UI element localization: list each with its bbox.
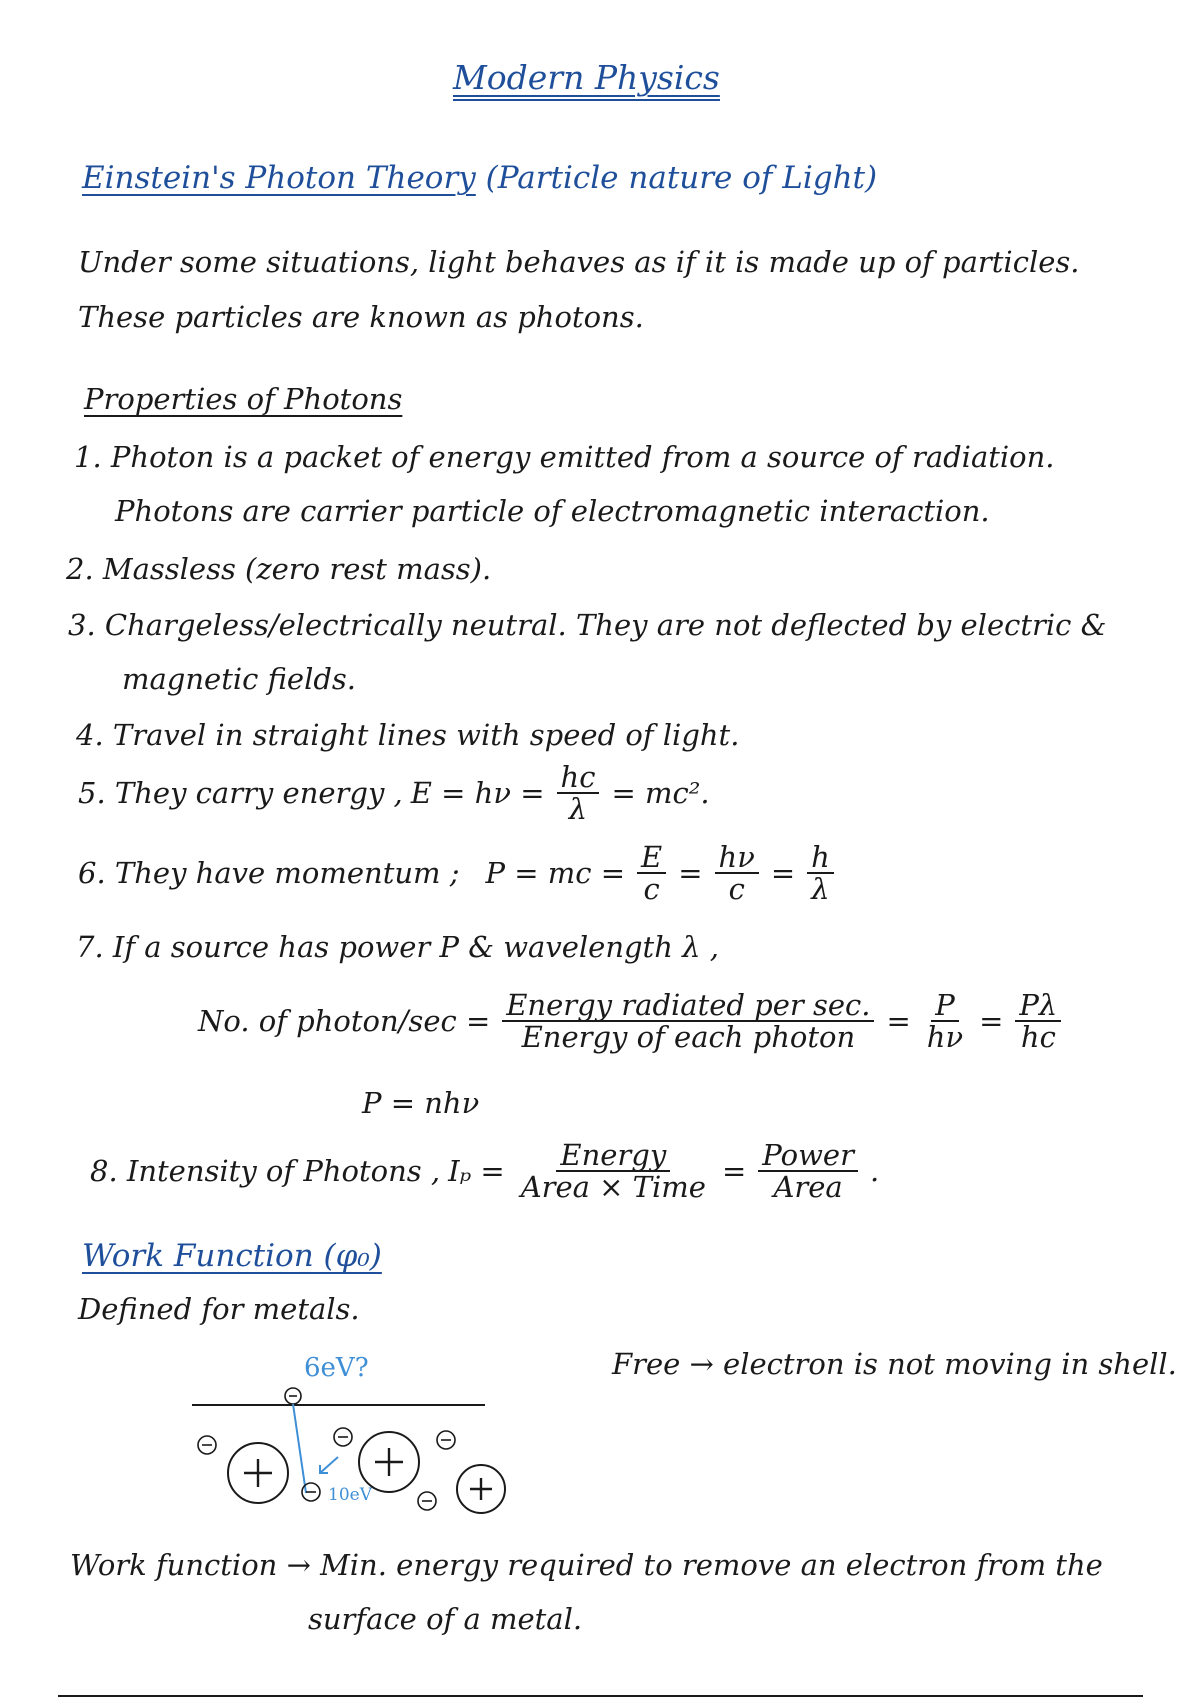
property-7-line-1: 7. If a source has power P & wavelength λ , (76, 930, 719, 964)
property-1-line-1: 1. Photon is a packet of energy emitted from a source of radiation. (74, 440, 1055, 474)
intensity-fraction-2-numerator: Power (758, 1140, 858, 1172)
equals-sign: = (721, 1154, 747, 1189)
property-5 (78, 762, 710, 825)
equals-sign: = (770, 856, 796, 891)
positive-ion-2 (359, 1432, 419, 1492)
intensity-fraction-1 (517, 1140, 710, 1203)
momentum-fraction-1 (637, 842, 666, 905)
property-3-line-2: magnetic fields. (122, 662, 357, 696)
photon-rate-equation (198, 990, 1065, 1053)
property-4: 4. Travel in straight lines with speed of light. (76, 718, 740, 752)
electron-3 (437, 1431, 455, 1449)
positive-ion-1 (228, 1443, 288, 1503)
photon-rate-fraction-1 (502, 990, 874, 1053)
property-3-line-1: 3. Chargeless/electrically neutral. They are not deflected by electric & (68, 608, 1107, 642)
properties-heading: Properties of Photons (84, 382, 403, 416)
property-2: 2. Massless (zero rest mass). (66, 552, 492, 586)
energy-fraction (557, 762, 600, 825)
photon-rate-fraction-3 (1015, 990, 1061, 1053)
work-function-heading: Work Function (φ₀) (82, 1238, 382, 1274)
positive-ion-3 (457, 1465, 505, 1513)
intensity-lhs: Iₚ = (448, 1154, 505, 1189)
bottom-rule (58, 1695, 1143, 1697)
photon-rate-lhs: No. of photon/sec = (198, 1004, 491, 1039)
energy-equation-rhs: = mc². (611, 776, 710, 811)
power-equation: P = nhν (362, 1086, 480, 1120)
intensity-fraction-2 (758, 1140, 858, 1203)
momentum-fraction-2-denominator: c (728, 872, 745, 907)
page-title: Modern Physics (453, 58, 720, 101)
momentum-fraction-1-denominator: c (643, 872, 660, 907)
photon-rate-fraction-2-denominator: hν (926, 1020, 964, 1055)
momentum-fraction-1-numerator: E (637, 842, 666, 874)
momentum-fraction-2 (715, 842, 759, 905)
photon-rate-fraction-1-numerator: Energy radiated per sec. (502, 990, 874, 1022)
momentum-fraction-3-numerator: h (807, 842, 834, 874)
equals-sign: = (886, 1004, 911, 1039)
photon-rate-fraction-1-denominator: Energy of each photon (521, 1020, 856, 1055)
photon-theory-title: Einstein's Photon Theory (82, 160, 476, 196)
momentum-fraction-3 (807, 842, 834, 905)
work-function-definition-line-2: surface of a metal. (308, 1602, 583, 1636)
electron-5 (418, 1492, 436, 1510)
property-6-text: 6. They have momentum ; (78, 856, 460, 891)
work-function-defined: Defined for metals. (78, 1292, 360, 1326)
energy-fraction-numerator: hc (557, 762, 600, 794)
property-5-text: 5. They carry energy , (78, 776, 403, 811)
work-function-definition-line-1: Work function → Min. energy required to remove an electron from the (70, 1548, 1103, 1582)
property-8 (90, 1140, 879, 1203)
energy-arrow (320, 1457, 338, 1473)
photon-rate-fraction-3-numerator: Pλ (1015, 990, 1061, 1022)
free-electron-note: Free → electron is not moving in shell. (612, 1347, 1177, 1381)
electron-path-line (293, 1404, 306, 1493)
energy-label-inner: 10eV (328, 1485, 372, 1505)
property-1-line-2: Photons are carrier particle of electromagnetic interaction. (115, 494, 990, 528)
photon-theory-note: (Particle nature of Light) (485, 160, 878, 196)
photon-rate-fraction-3-denominator: hc (1020, 1020, 1056, 1055)
property-6 (78, 842, 838, 905)
intensity-fraction-2-denominator: Area (773, 1170, 843, 1205)
momentum-fraction-3-denominator: λ (811, 872, 830, 907)
equals-sign: = (979, 1004, 1004, 1039)
electron-2 (334, 1428, 352, 1446)
intro-line-2: These particles are known as photons. (78, 300, 644, 334)
electron-4 (302, 1483, 320, 1501)
diagram-drawing (180, 1345, 510, 1545)
intro-line-1: Under some situations, light behaves as if it is made up of particles. (78, 245, 1080, 279)
intensity-fraction-1-numerator: Energy (556, 1140, 670, 1172)
momentum-fraction-2-numerator: hν (715, 842, 759, 874)
photon-rate-fraction-2-numerator: P (931, 990, 959, 1022)
energy-label-top: 6eV? (304, 1353, 369, 1383)
property-8-text: 8. Intensity of Photons , (90, 1154, 441, 1189)
equals-sign: = (678, 856, 703, 891)
period-mark: . (869, 1154, 880, 1189)
section-heading-photon-theory (82, 160, 877, 196)
energy-fraction-denominator: λ (568, 792, 588, 827)
electron-1 (198, 1436, 216, 1454)
photon-rate-fraction-2 (923, 990, 967, 1053)
energy-equation-lhs: E = hν = (410, 776, 545, 811)
intensity-fraction-1-denominator: Area × Time (520, 1170, 706, 1205)
electron-escaped (285, 1388, 301, 1404)
momentum-equation-lhs: P = mc = (485, 856, 626, 891)
